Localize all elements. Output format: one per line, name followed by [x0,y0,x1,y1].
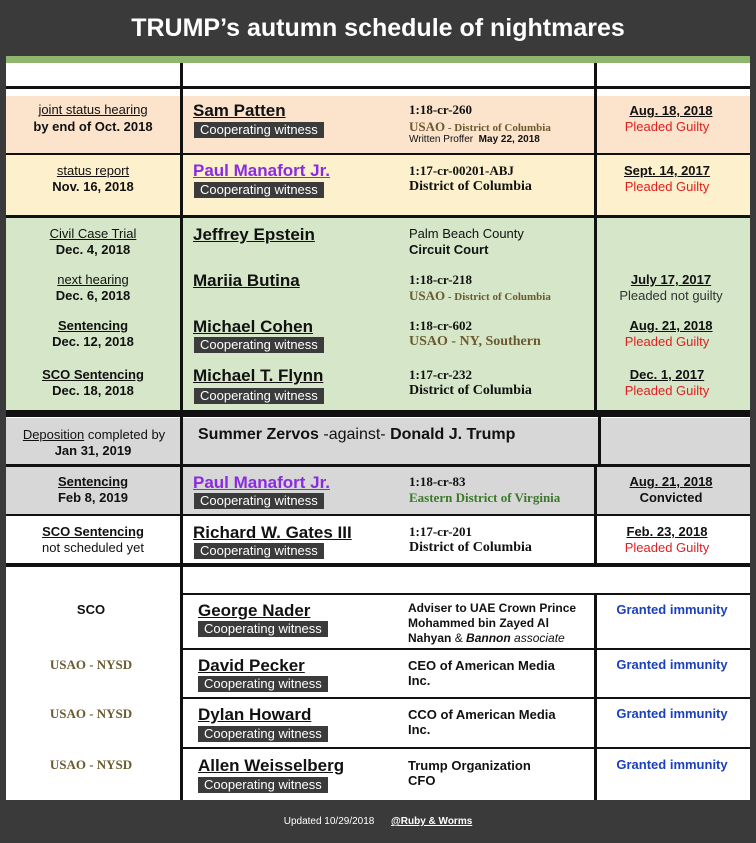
event-label: status report [56,163,130,178]
court-name: Palm Beach County [409,226,524,241]
immunity-status: Granted immunity [616,706,728,721]
column-divider [180,567,183,800]
plea-status: Pleaded Guilty [624,334,710,349]
plea-status: Pleaded not guilty [619,288,723,303]
case-number: 1:18-cr-83 [409,474,466,489]
immunity-status: Granted immunity [616,657,728,672]
defendant-name[interactable]: Sam Patten [193,101,286,120]
witness-description: CCO of American Media Inc. [408,707,556,737]
witness-description: Trump Organization CFO [408,758,531,788]
witness-name[interactable]: Allen Weisselberg [198,756,345,775]
defendant-name[interactable]: Jeffrey Epstein [193,225,315,244]
updated-date: Updated 10/29/2018 [283,816,375,827]
plea-status: Pleaded Guilty [624,383,710,398]
plea-date: Feb. 23, 2018 [626,524,708,539]
cooperating-badge: Cooperating witness [194,493,324,509]
witness-name[interactable]: David Pecker [198,656,305,675]
cooperating-badge: Cooperating witness [194,122,324,138]
plea-date: Aug. 21, 2018 [629,474,713,489]
defendant-name[interactable]: Michael T. Flynn [193,366,324,385]
case-number: 1:17-cr-201 [409,524,473,539]
row-divider [6,410,750,417]
event-label: Sentencing [57,318,129,333]
event-date: Jan 31, 2019 [54,443,132,458]
plea-status: Pleaded Guilty [624,119,710,134]
event-label: Deposition completed by [22,427,166,442]
court-name: District of Columbia [409,383,532,398]
witness-description: CEO of American Media Inc. [408,658,555,688]
author-handle[interactable]: @Ruby & Worms [391,816,473,827]
agency-label: USAO - NYSD [49,757,133,772]
event-date: Dec. 18, 2018 [52,383,134,398]
case-number: 1:18-cr-602 [409,318,473,333]
civil-case-title: Summer Zervos -against- Donald J. Trump [198,426,516,443]
defendant-name[interactable]: Paul Manafort Jr. [193,161,330,180]
plea-date: Aug. 21, 2018 [629,318,713,333]
event-date: Feb 8, 2019 [57,490,129,505]
plea-status: Pleaded Guilty [624,179,710,194]
cooperating-badge: Cooperating witness [194,337,324,353]
case-number: 1:18-cr-218 [409,272,473,287]
event-label: next hearing [57,272,129,287]
case-number: 1:18-cr-260 [409,102,473,117]
event-date: Dec. 6, 2018 [55,288,131,303]
court-name: District of Columbia [409,540,532,555]
agency-label: SCO [76,602,106,617]
court-name: District of Columbia [409,179,532,194]
immunity-status: Granted immunity [616,757,728,772]
event-date: Dec. 12, 2018 [52,334,134,349]
court-name: Circuit Court [409,242,489,257]
row-divider [6,215,750,218]
event-label: Civil Case Trial [49,226,137,241]
plea-date: Dec. 1, 2017 [629,367,705,382]
row-divider [6,464,750,467]
row-divider [6,514,750,516]
case-number: 1:17-cr-232 [409,367,473,382]
column-divider [598,417,601,465]
row-divider [183,648,750,650]
row-divider [6,563,750,567]
witness-description: Adviser to UAE Crown Prince Mohammed bin Zayed Al Nahyan & Bannon associate [408,601,577,645]
court-name: Eastern District of Virginia [409,490,561,505]
witness-name[interactable]: George Nader [198,601,311,620]
event-date: Dec. 4, 2018 [55,242,131,257]
plea-date: Sept. 14, 2017 [624,163,710,178]
defendant-name[interactable]: Michael Cohen [193,317,313,336]
defendant-name[interactable]: Richard W. Gates III [193,523,352,542]
page-title: TRUMP’s autumn schedule of nightmares [0,0,756,56]
defendant-name[interactable]: Mariia Butina [193,271,300,290]
court-name: USAO - NY, Southern [409,334,541,349]
plea-status: Pleaded Guilty [624,540,710,555]
immunity-status: Granted immunity [616,602,728,617]
row-divider [183,593,750,595]
cooperating-badge: Cooperating witness [198,726,328,742]
cooperating-badge: Cooperating witness [198,676,328,692]
footer [0,808,756,843]
row-divider [183,697,750,699]
cooperating-badge: Cooperating witness [198,621,328,637]
event-label: Sentencing [57,474,129,489]
row-divider [6,86,750,89]
event-date: Nov. 16, 2018 [52,179,134,194]
proffer-note: Written Proffer May 22, 2018 [409,134,540,145]
plea-date: Aug. 18, 2018 [629,103,713,118]
row-divider [6,153,750,155]
witness-name[interactable]: Dylan Howard [198,705,312,724]
plea-date: July 17, 2017 [630,272,712,287]
defendant-name[interactable]: Paul Manafort Jr. [193,473,330,492]
court-name: USAO - District of Columbia [409,288,551,303]
agency-label: USAO - NYSD [49,657,133,672]
title-accent-bar [6,56,750,63]
column-divider [180,63,183,415]
cooperating-badge: Cooperating witness [194,543,324,559]
event-date: by end of Oct. 2018 [33,119,153,134]
cooperating-badge: Cooperating witness [194,182,324,198]
cooperating-badge: Cooperating witness [198,777,328,793]
cooperating-badge: Cooperating witness [194,388,324,404]
row-divider [183,747,750,749]
event-label: SCO Sentencing [42,524,144,539]
event-date: not scheduled yet [42,540,144,555]
event-label: SCO Sentencing [42,367,144,382]
court-name: USAO - District of Columbia [409,119,551,134]
case-number: 1:17-cr-00201-ABJ [409,163,514,178]
plea-status: Convicted [639,490,703,505]
event-label: joint status hearing [38,102,148,117]
agency-label: USAO - NYSD [49,706,133,721]
